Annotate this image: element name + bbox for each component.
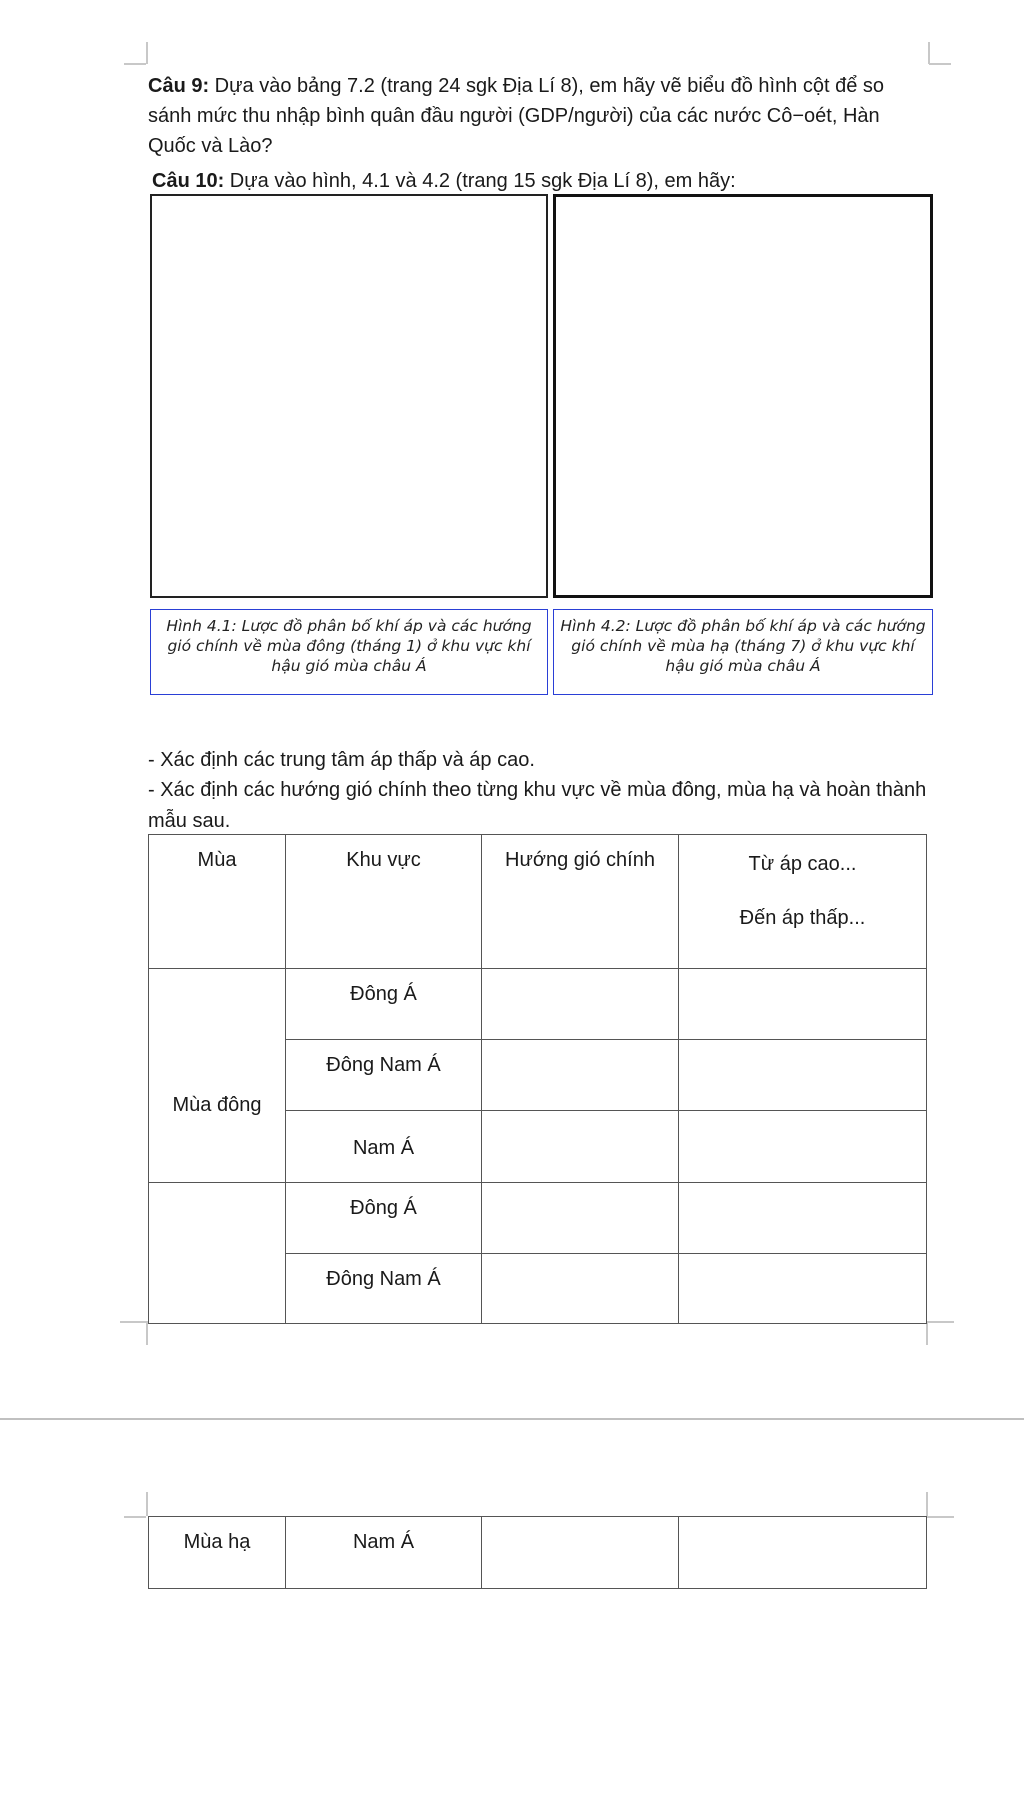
- page-separator: [0, 1418, 1024, 1420]
- header-region: Khu vực: [286, 835, 482, 969]
- crop-mark: [124, 1516, 146, 1518]
- wind-cell[interactable]: [482, 1111, 679, 1183]
- crop-mark: [146, 42, 148, 64]
- crop-mark: [926, 1321, 928, 1345]
- region-cell: Nam Á: [286, 1517, 482, 1589]
- question-9-text: Dựa vào bảng 7.2 (trang 24 sgk Địa Lí 8), em hãy vẽ biểu đồ hình cột để so sánh mức thu nhập bình quân đầu người (GDP/người) của các nước Cô−oét, Hàn Quốc và Lào?: [148, 75, 885, 157]
- wind-cell[interactable]: [482, 1040, 679, 1111]
- crop-mark: [120, 1321, 146, 1323]
- wind-cell[interactable]: [482, 1254, 679, 1324]
- figure-4-2-image: [553, 194, 933, 598]
- crop-mark: [124, 63, 146, 65]
- header-to: Đến áp thấp...: [739, 907, 866, 929]
- crop-mark: [929, 63, 951, 65]
- crop-mark: [146, 1492, 148, 1516]
- pressure-cell[interactable]: [679, 1111, 927, 1183]
- pressure-cell[interactable]: [679, 1183, 927, 1254]
- table-header-row: [149, 835, 927, 969]
- region-cell: Đông Á: [286, 1183, 482, 1254]
- region-cell: Đông Nam Á: [286, 1254, 482, 1324]
- pressure-cell[interactable]: [679, 969, 927, 1040]
- header-wind: Hướng gió chính: [482, 835, 679, 969]
- task-1: - Xác định các trung tâm áp thấp và áp cao.: [148, 749, 535, 771]
- figure-4-1-caption: Hình 4.1: Lược đồ phân bố khí áp và các hướng gió chính về mùa đông (tháng 1) ở khu vực khí hậu gió mùa châu Á: [150, 609, 548, 695]
- crop-mark: [926, 1516, 954, 1518]
- pressure-cell[interactable]: [679, 1040, 927, 1111]
- figure-4-2-caption: Hình 4.2: Lược đồ phân bố khí áp và các hướng gió chính về mùa hạ (tháng 7) ở khu vực khí hậu gió mùa châu Á: [553, 609, 933, 695]
- pressure-cell[interactable]: [679, 1254, 927, 1324]
- figure-4-1-image: [150, 194, 548, 598]
- crop-mark: [926, 1492, 928, 1516]
- question-10-text: Dựa vào hình, 4.1 và 4.2 (trang 15 sgk Địa Lí 8), em hãy:: [224, 170, 736, 192]
- wind-cell[interactable]: [482, 1517, 679, 1589]
- table-row: [149, 969, 927, 1040]
- pressure-cell[interactable]: [679, 1517, 927, 1589]
- table-row: [149, 1517, 927, 1589]
- question-10: [152, 166, 932, 196]
- region-cell: Nam Á: [286, 1111, 482, 1183]
- wind-table-continued: [148, 1516, 927, 1589]
- wind-cell[interactable]: [482, 969, 679, 1040]
- task-2: - Xác định các hướng gió chính theo từng khu vực về mùa đông, mùa hạ và hoàn thành mẫu sau.: [148, 779, 927, 832]
- table-row: [149, 1183, 927, 1254]
- question-9-label: Câu 9:: [148, 75, 210, 97]
- header-season: Mùa: [149, 835, 286, 969]
- question-9: [148, 71, 928, 161]
- wind-table: [148, 834, 927, 1324]
- crop-mark: [928, 42, 930, 64]
- summer-season-cell: [149, 1183, 286, 1324]
- region-cell: Đông Á: [286, 969, 482, 1040]
- question-10-label: Câu 10:: [152, 170, 225, 192]
- crop-mark: [926, 1321, 954, 1323]
- crop-mark: [146, 1321, 148, 1345]
- winter-season-cell: Mùa đông: [149, 969, 286, 1183]
- summer-season-cell: Mùa hạ: [149, 1517, 286, 1589]
- header-from: Từ áp cao...: [748, 853, 857, 875]
- region-cell: Đông Nam Á: [286, 1040, 482, 1111]
- wind-cell[interactable]: [482, 1183, 679, 1254]
- header-pressure: [679, 835, 927, 969]
